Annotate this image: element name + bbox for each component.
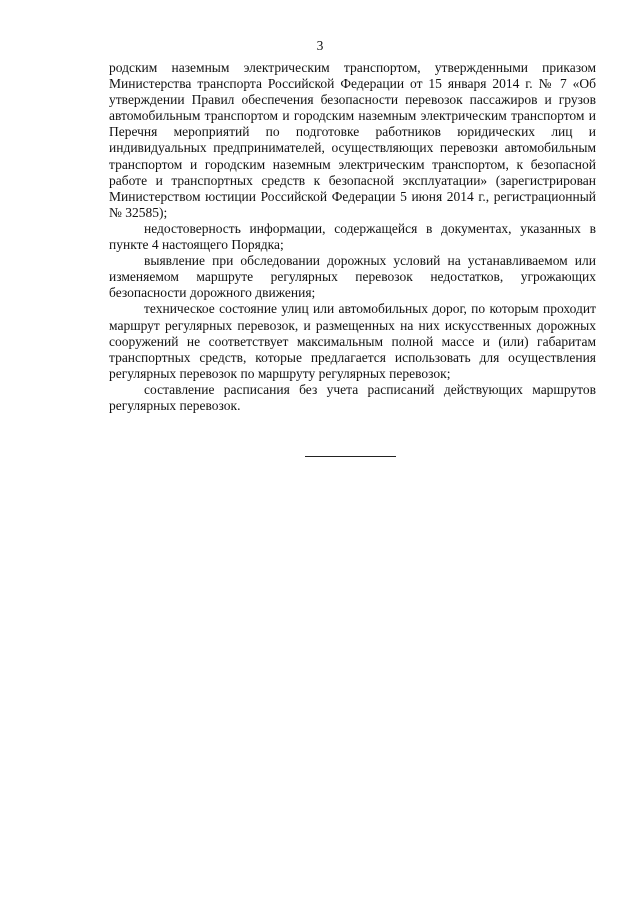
paragraph-road-conditions: выявление при обследовании дорожных условий на устанавливаемом или изменяемом маршруте регулярных перевозок недостатков, угрожающих безопасности дорожного движения; (109, 253, 596, 301)
paragraph-continuation: родским наземным электрическим транспортом, утвержденными приказом Министерства транспорта Российской Федерации от 15 января 2014 г. № 7 «Об утверждении Правил обеспечения безопасности перевозок пассажиров и грузов автомобильным транспортом и городским наземным электрическим транспортом и Перечня мероприятий по подготовке работников юридических лиц и индивидуальных предпринимателей, осуществляющих перевозки автомобильным транспортом и городским наземным электрическим транспортом, к безопасной работе и транспортных средств к безопасной эксплуатации» (зарегистрирован Министерством юстиции Российской Федерации 5 июня 2014 г., регистрационный № 32585); (109, 60, 596, 220)
paragraph-technical-state: техническое состояние улиц или автомобильных дорог, по которым проходит маршрут регулярных перевозок, и размещенных на них искусственных дорожных сооружений не соответствует максимальным полной массе и (или) габаритам транспортных средств, которые предлагается использовать для осуществления регулярных перевозок по маршруту регулярных перевозок; (109, 301, 596, 381)
paragraph-unreliable-information: недостоверность информации, содержащейся в документах, указанных в пункте 4 настоящего Порядка; (109, 220, 596, 253)
paragraph-schedule: составление расписания без учета расписаний действующих маршрутов регулярных перевозок. (109, 381, 596, 413)
document-body (109, 60, 596, 414)
page-number: 3 (316, 38, 324, 53)
end-of-document-separator (305, 456, 396, 457)
